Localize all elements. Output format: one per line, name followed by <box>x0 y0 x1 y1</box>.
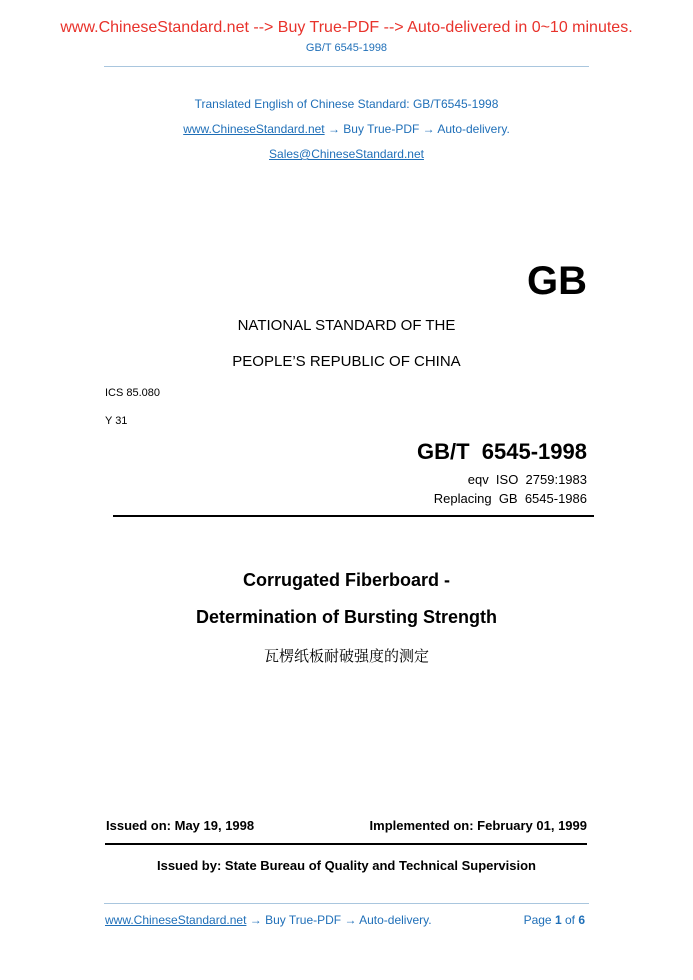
page-of-label: of <box>561 913 579 927</box>
translation-delivery-line <box>0 122 693 136</box>
page-total: 6 <box>578 913 585 927</box>
equivalence-note: eqv ISO 2759:1983 <box>467 472 587 487</box>
gb-mark: GB <box>527 259 587 303</box>
page-number: 1 <box>554 913 562 927</box>
page-indicator <box>524 913 585 927</box>
title-line1: Corrugated Fiberboard - <box>242 570 450 590</box>
dates-rule <box>105 843 587 845</box>
national-standard-line1: NATIONAL STANDARD OF THE <box>237 317 456 334</box>
issued-by: Issued by: State Bureau of Quality and Technical Supervision <box>156 858 536 873</box>
promo-banner[interactable]: www.ChineseStandard.net --> Buy True-PDF --> Auto-delivered in 0~10 minutes. <box>60 19 633 36</box>
site-link[interactable]: www.ChineseStandard.net <box>183 122 325 136</box>
footer-delivery-text: → Buy True-PDF → Auto-delivery. <box>246 913 432 927</box>
ics-code: ICS 85.080 <box>105 387 161 399</box>
title-line2: Determination of Bursting Strength <box>196 607 497 627</box>
standard-number: GB/T 6545-1998 <box>417 439 587 464</box>
class-code: Y 31 <box>105 415 128 427</box>
sales-email-link[interactable]: Sales@ChineseStandard.net <box>269 147 424 161</box>
footer-rule <box>104 903 589 904</box>
translation-notice: Translated English of Chinese Standard: GB/T6545-1998 <box>194 97 499 111</box>
footer-delivery-line <box>105 913 432 927</box>
implemented-on: Implemented on: February 01, 1999 <box>369 818 587 833</box>
header-doc-code: GB/T 6545-1998 <box>305 42 388 54</box>
title-chinese: 瓦楞纸板耐破强度的测定 <box>263 648 429 665</box>
page-label: Page <box>523 913 555 927</box>
header-rule <box>104 66 589 67</box>
standard-rule <box>113 515 594 517</box>
delivery-text: → Buy True-PDF → Auto-delivery. <box>324 122 510 136</box>
footer-site-link[interactable]: www.ChineseStandard.net <box>105 913 247 927</box>
email-line <box>0 147 693 161</box>
national-standard-line2: PEOPLE’S REPUBLIC OF CHINA <box>232 353 461 370</box>
replacing-note: Replacing GB 6545-1986 <box>433 491 587 506</box>
issued-on: Issued on: May 19, 1998 <box>106 818 255 833</box>
